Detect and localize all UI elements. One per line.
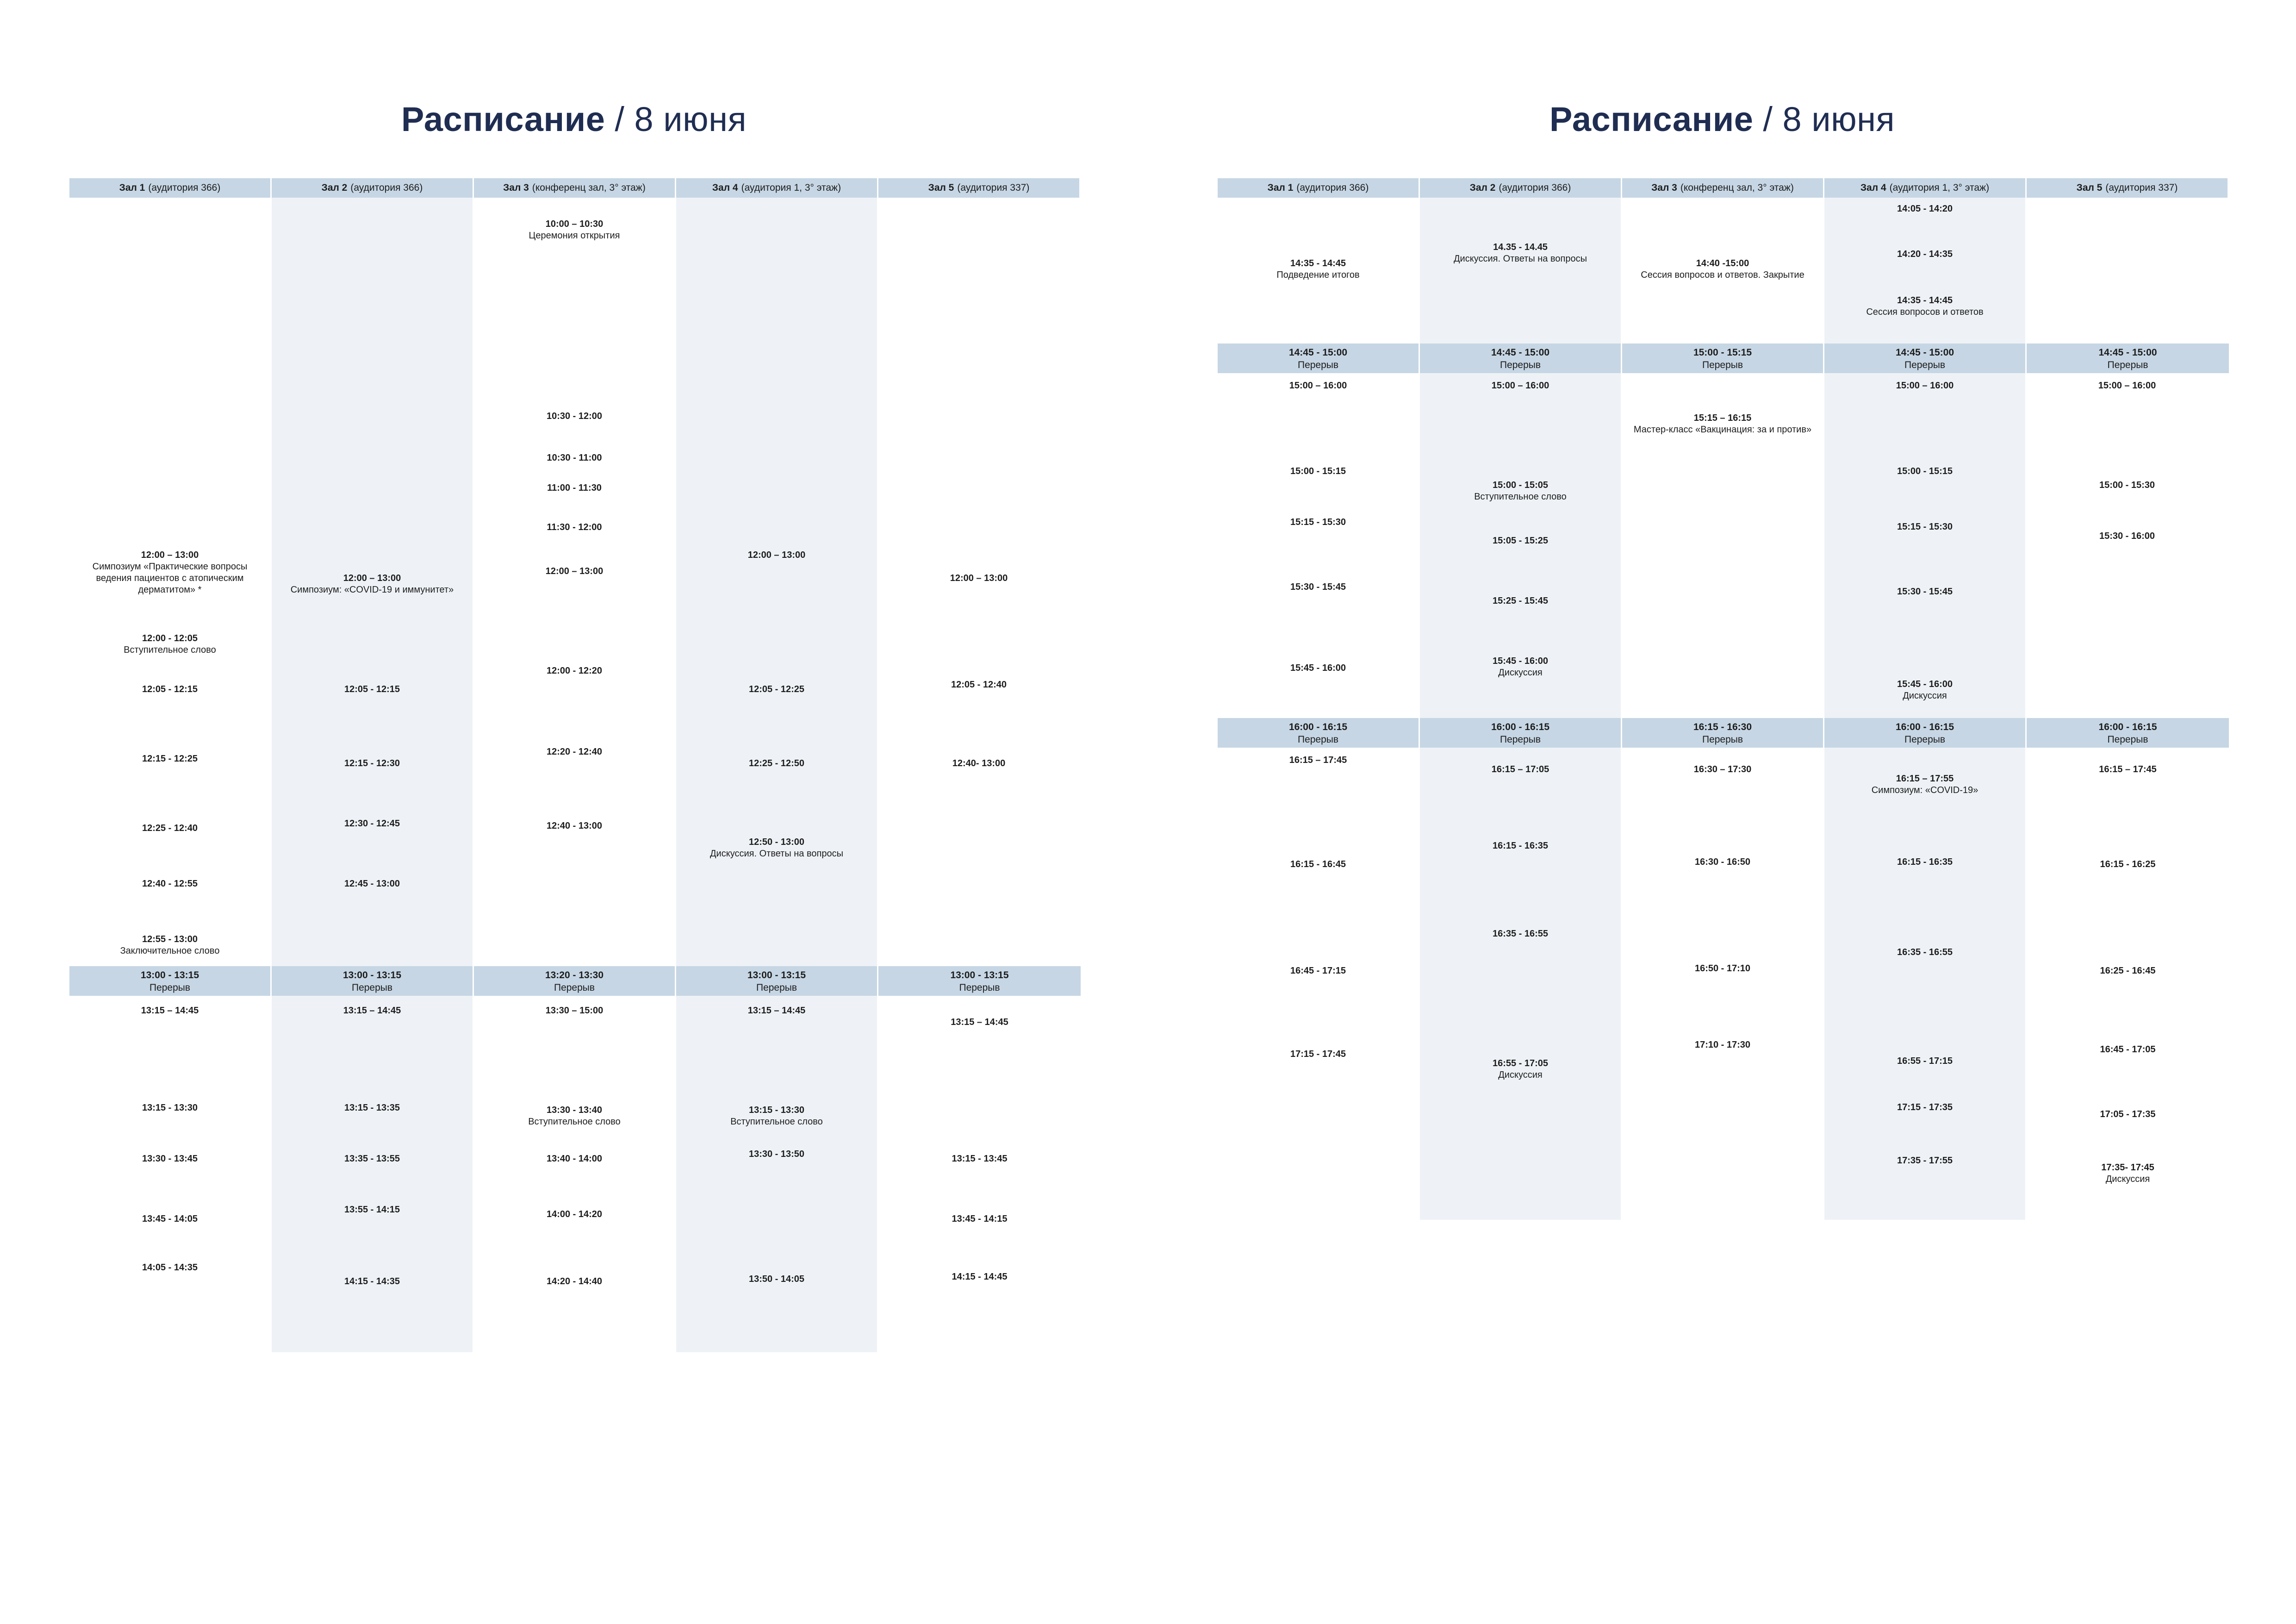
hall-header: Зал 5 (аудитория 337) xyxy=(2027,178,2229,198)
schedule-grid xyxy=(1218,178,2229,1220)
session: 12:20 - 12:40 xyxy=(546,747,603,757)
session: 13:15 - 13:30 Вступительное слово xyxy=(730,1105,823,1127)
hall-column xyxy=(474,198,676,966)
hall-header: Зал 2 (аудитория 366) xyxy=(1420,178,1622,198)
session: 13:55 - 14:15 xyxy=(344,1205,400,1215)
session: 16:50 - 17:10 xyxy=(1694,963,1751,974)
session: 15:00 – 16:00 xyxy=(1896,381,1954,391)
break-cell: 15:00 - 15:15 Перерыв xyxy=(1622,344,1824,373)
session: 13:15 - 13:30 xyxy=(142,1103,198,1113)
session: 15:05 - 15:25 xyxy=(1492,536,1549,546)
session: 12:50 - 13:00 Дискуссия. Ответы на вопросы xyxy=(710,837,843,859)
hall-column xyxy=(1622,373,1824,718)
session: 12:55 - 13:00 Заключительное слово xyxy=(120,934,220,956)
session: 12:05 - 12:15 xyxy=(142,684,198,694)
session: 12:05 - 12:15 xyxy=(344,684,400,694)
session: 13:50 - 14:05 xyxy=(748,1274,805,1284)
break-cell: 13:20 - 13:30 Перерыв xyxy=(474,966,676,996)
break-cell: 16:00 - 16:15 Перерыв xyxy=(1420,718,1622,748)
hall-header: Зал 4 (аудитория 1, 3° этаж) xyxy=(1824,178,2027,198)
session: 15:00 – 16:00 xyxy=(2098,381,2156,391)
session: 12:25 - 12:50 xyxy=(748,758,805,768)
hall-column xyxy=(1824,748,2027,1220)
title-strong: Расписание xyxy=(1549,100,1754,138)
session: 16:35 - 16:55 xyxy=(1897,947,1953,957)
session: 15:00 - 15:15 xyxy=(1897,466,1953,476)
session: 15:00 – 16:00 xyxy=(1289,381,1347,391)
hall-column xyxy=(878,198,1081,966)
session: 15:00 – 16:00 xyxy=(1491,381,1549,391)
session: 16:55 - 17:15 xyxy=(1897,1056,1953,1066)
hall-column xyxy=(1420,373,1622,718)
break-cell: 14:45 - 15:00 Перерыв xyxy=(1218,344,1420,373)
title-strong: Расписание xyxy=(401,100,605,138)
session: 15:30 - 15:45 xyxy=(1897,587,1953,597)
session: 13:30 - 13:45 xyxy=(142,1154,198,1164)
session: 16:15 - 16:35 xyxy=(1897,857,1953,867)
hall-header: Зал 1 (аудитория 366) xyxy=(69,178,272,198)
session: 11:00 - 11:30 xyxy=(547,483,602,493)
session: 14:35 - 14:45 Подведение итогов xyxy=(1276,258,1360,280)
session: 15:15 – 16:15 Мастер-класс «Вакцинация: за и против» xyxy=(1633,413,1812,435)
hall-column xyxy=(1420,198,1622,344)
session: 13:15 - 13:35 xyxy=(344,1103,400,1113)
session: 12:40- 13:00 xyxy=(952,758,1006,768)
session: 14:20 - 14:35 xyxy=(1897,249,1953,259)
session: 10:30 - 11:00 xyxy=(547,453,602,463)
hall-header: Зал 1 (аудитория 366) xyxy=(1218,178,1420,198)
hall-column xyxy=(1420,748,1622,1220)
session: 13:30 – 15:00 xyxy=(545,1006,604,1016)
session: 16:30 – 17:30 xyxy=(1693,764,1752,775)
session: 15:45 - 16:00 Дискуссия xyxy=(1492,656,1549,678)
hall-column xyxy=(1218,748,1420,1220)
session: 16:15 - 16:35 xyxy=(1492,841,1549,851)
session: 13:45 - 14:05 xyxy=(142,1214,198,1224)
hall-column xyxy=(1218,198,1420,344)
session: 12:25 - 12:40 xyxy=(142,823,198,833)
session: 15:15 - 15:30 xyxy=(1897,522,1953,532)
session: 16:55 - 17:05 Дискуссия xyxy=(1492,1058,1549,1080)
session: 17:15 - 17:45 xyxy=(1290,1049,1346,1059)
session: 16:15 – 17:45 xyxy=(1289,755,1347,765)
session: 17:10 - 17:30 xyxy=(1694,1040,1751,1050)
session: 13:35 - 13:55 xyxy=(344,1154,400,1164)
break-row xyxy=(1218,718,2229,748)
session: 12:00 – 13:00 xyxy=(950,573,1008,583)
title-date: / 8 июня xyxy=(605,100,747,138)
hall-column xyxy=(2027,198,2229,344)
break-cell: 16:00 - 16:15 Перерыв xyxy=(1824,718,2027,748)
break-cell: 16:00 - 16:15 Перерыв xyxy=(2098,722,2157,745)
hall-column xyxy=(1622,198,1824,344)
hall-column xyxy=(69,996,272,1352)
session: 12:05 - 12:40 xyxy=(951,680,1007,690)
session: 13:15 – 14:45 xyxy=(343,1006,401,1016)
session: 16:45 - 17:05 xyxy=(2100,1044,2156,1055)
hall-column xyxy=(272,996,474,1352)
title-date: / 8 июня xyxy=(1753,100,1895,138)
session: 16:45 - 17:15 xyxy=(1290,966,1346,976)
break-cell: 13:00 - 13:15 Перерыв xyxy=(950,970,1009,993)
session: 12:15 - 12:25 xyxy=(142,754,198,764)
session: 14:05 - 14:20 xyxy=(1897,204,1953,214)
break-row xyxy=(1218,344,2229,373)
break-cell: 13:00 - 13:15 Перерыв xyxy=(272,966,474,996)
break-row xyxy=(69,966,1081,996)
session: 13:15 – 14:45 xyxy=(747,1006,806,1016)
hall-column xyxy=(1824,373,2027,718)
session: 17:35- 17:45 Дискуссия xyxy=(2101,1162,2154,1184)
session: 14:15 - 14:35 xyxy=(344,1276,400,1287)
page-title xyxy=(0,100,1148,139)
session: 12:15 - 12:30 xyxy=(344,758,400,768)
session: 15:30 - 16:00 xyxy=(2099,531,2155,541)
session: 16:25 - 16:45 xyxy=(2100,966,2156,976)
break-cell: 16:15 - 16:30 Перерыв xyxy=(1622,718,1824,748)
session: 13:15 – 14:45 xyxy=(951,1017,1008,1027)
session: 16:15 - 16:25 xyxy=(2100,859,2156,869)
session: 13:30 - 13:40 Вступительное слово xyxy=(528,1105,621,1127)
session: 12:30 - 12:45 xyxy=(344,818,400,829)
hall-column xyxy=(878,996,1081,1352)
session: 12:00 – 13:00 Симпозиум «Практические вопросы ведения пациентов с атопическим дерматитом» * xyxy=(92,550,248,595)
session: 14:20 - 14:40 xyxy=(546,1276,603,1287)
hall-column xyxy=(1218,373,1420,718)
hall-header: Зал 3 (конференц зал, 3° этаж) xyxy=(474,178,676,198)
session: 15:30 - 15:45 xyxy=(1290,582,1346,592)
break-cell: 14:45 - 15:00 Перерыв xyxy=(2098,347,2157,370)
session: 17:15 - 17:35 xyxy=(1897,1102,1953,1112)
session: 14:35 - 14:45 Сессия вопросов и ответов xyxy=(1866,295,1984,317)
session: 15:15 - 15:30 xyxy=(1290,517,1346,527)
session: 16:15 – 17:05 xyxy=(1491,764,1549,775)
session: 13:45 - 14:15 xyxy=(952,1214,1008,1224)
hall-column xyxy=(676,198,878,966)
hall-column xyxy=(2027,748,2229,1220)
hall-column xyxy=(1622,748,1824,1220)
session: 14:00 - 14:20 xyxy=(546,1209,603,1219)
hall-column xyxy=(676,996,878,1352)
session: 13:15 - 13:45 xyxy=(952,1154,1008,1164)
hall-column xyxy=(1824,198,2027,344)
session: 15:45 - 16:00 Дискуссия xyxy=(1897,679,1953,701)
session: 15:00 - 15:05 Вступительное слово xyxy=(1474,480,1567,502)
session: 13:15 – 14:45 xyxy=(141,1006,199,1016)
session: 17:05 - 17:35 xyxy=(2100,1109,2156,1119)
page-title xyxy=(1148,100,2296,139)
session: 15:00 - 15:15 xyxy=(1290,466,1346,476)
session: 17:35 - 17:55 xyxy=(1897,1156,1953,1166)
session: 16:15 - 16:45 xyxy=(1290,859,1346,869)
hall-column xyxy=(69,198,272,966)
hall-column xyxy=(474,996,676,1352)
session: 16:15 – 17:55 Симпозиум: «COVID-19» xyxy=(1871,774,1979,795)
session: 15:45 - 16:00 xyxy=(1290,663,1346,673)
session: 12:00 – 13:00 xyxy=(545,566,604,576)
hall-header: Зал 4 (аудитория 1, 3° этаж) xyxy=(676,178,878,198)
session: 14:40 -15:00 Сессия вопросов и ответов. Закрытие xyxy=(1641,258,1804,280)
hall-column xyxy=(272,198,474,966)
session: 14.35 - 14.45 Дискуссия. Ответы на вопросы xyxy=(1454,242,1587,264)
break-cell: 13:00 - 13:15 Перерыв xyxy=(69,966,272,996)
session: 12:05 - 12:25 xyxy=(748,684,805,694)
session: 10:00 – 10:30 Церемония открытия xyxy=(529,219,620,241)
session: 16:15 – 17:45 xyxy=(2099,764,2157,775)
hall-header: Зал 3 (конференц зал, 3° этаж) xyxy=(1622,178,1824,198)
session: 12:40 - 13:00 xyxy=(546,821,603,831)
session: 12:00 - 12:20 xyxy=(546,666,603,676)
session: 12:00 – 13:00 xyxy=(747,550,806,560)
session: 13:30 - 13:50 xyxy=(748,1149,805,1159)
session: 12:00 – 13:00 Симпозиум: «COVID-19 и иммунитет» xyxy=(290,573,454,595)
schedule-grid xyxy=(69,178,1081,1352)
break-cell: 14:45 - 15:00 Перерыв xyxy=(1824,344,2027,373)
hall-column xyxy=(2027,373,2229,718)
session: 15:00 - 15:30 xyxy=(2099,480,2155,490)
session: 16:35 - 16:55 xyxy=(1492,929,1549,939)
session: 16:30 - 16:50 xyxy=(1694,857,1751,867)
hall-header: Зал 5 (аудитория 337) xyxy=(878,178,1081,198)
break-cell: 13:00 - 13:15 Перерыв xyxy=(676,966,878,996)
session: 15:25 - 15:45 xyxy=(1492,596,1549,606)
hall-header: Зал 2 (аудитория 366) xyxy=(272,178,474,198)
session: 12:45 - 13:00 xyxy=(344,879,400,889)
session: 12:00 - 12:05 Вступительное слово xyxy=(124,633,216,655)
session: 13:40 - 14:00 xyxy=(546,1154,603,1164)
session: 14:05 - 14:35 xyxy=(142,1262,198,1273)
session: 11:30 - 12:00 xyxy=(547,522,602,532)
session: 14:15 - 14:45 xyxy=(952,1272,1008,1282)
break-cell: 16:00 - 16:15 Перерыв xyxy=(1218,718,1420,748)
session: 12:40 - 12:55 xyxy=(142,879,198,889)
session: 10:30 - 12:00 xyxy=(546,411,603,421)
break-cell: 14:45 - 15:00 Перерыв xyxy=(1420,344,1622,373)
